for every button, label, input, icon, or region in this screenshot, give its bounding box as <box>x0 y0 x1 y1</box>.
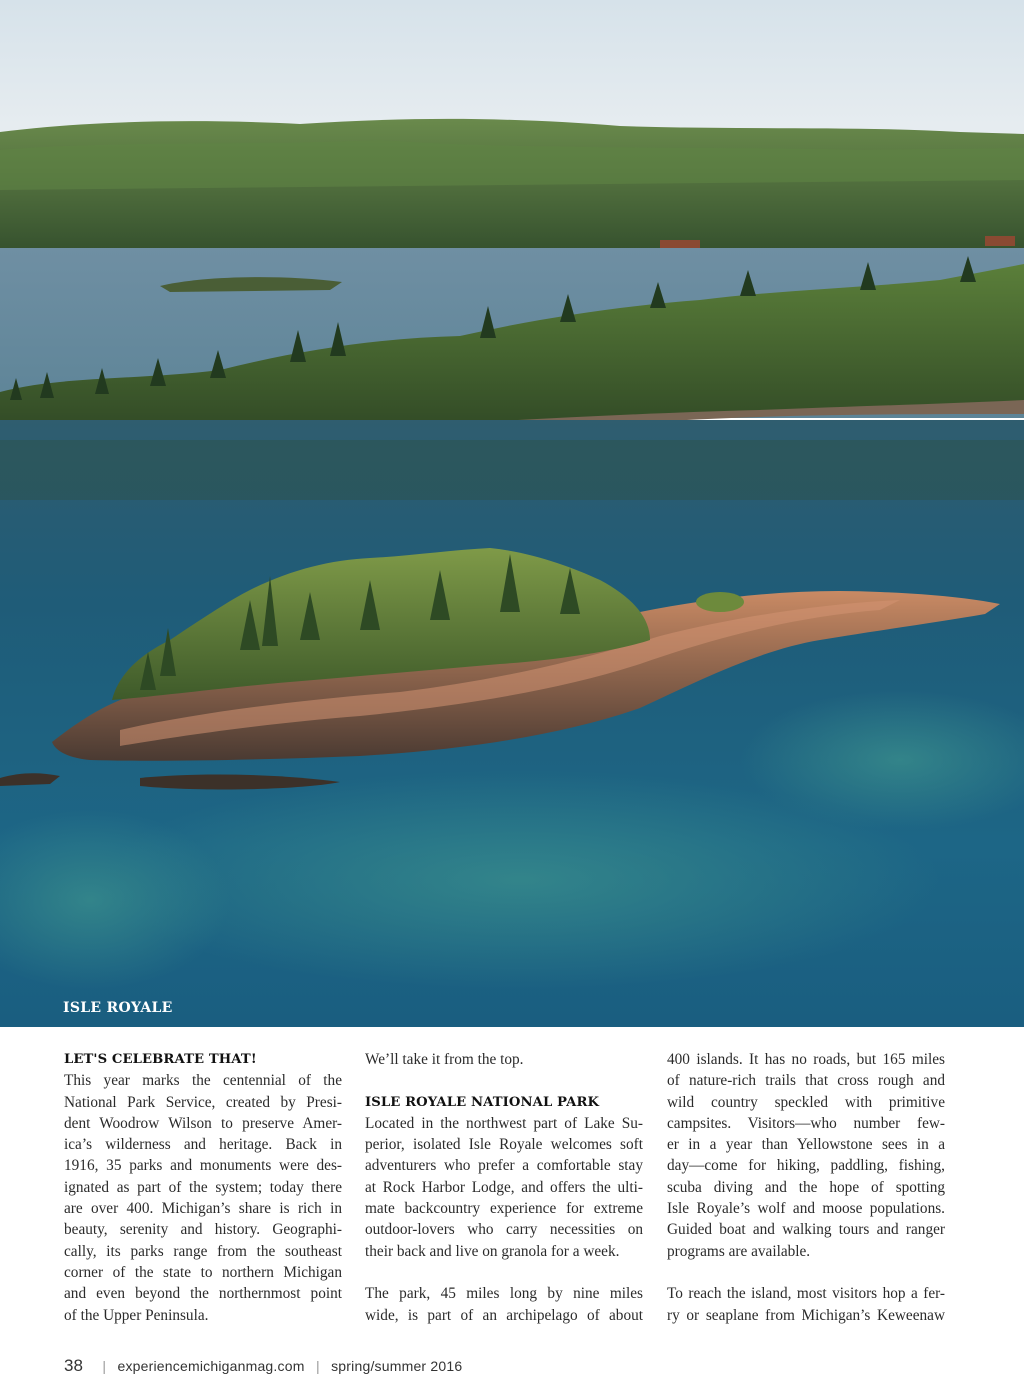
footer-divider: | <box>316 1358 320 1374</box>
section-heading: LET'S CELEBRATE THAT! <box>64 1052 257 1067</box>
body-line: programs are available. <box>667 1242 811 1260</box>
section-heading: ISLE ROYALE NATIONAL PARK <box>365 1094 600 1110</box>
footer-divider: | <box>102 1358 107 1374</box>
body-line: beauty, serenity and history. Geographi- <box>64 1221 342 1239</box>
article-column-3 <box>667 1049 945 1326</box>
body-line: of nature-rich trails that cross rough and <box>667 1072 945 1090</box>
paragraph-gap <box>667 1262 945 1283</box>
body-line: campsites. Visitors—who number few- <box>667 1114 945 1132</box>
intro-line: We’ll take it from the top. <box>365 1051 524 1068</box>
body-line: National Park Service, created by Presi- <box>64 1093 342 1111</box>
body-line: day—come for hiking, paddling, fishing, <box>667 1157 945 1175</box>
issue-label: spring/summer 2016 <box>331 1358 463 1374</box>
body-line: Isle Royale’s wolf and moose populations. <box>667 1200 945 1218</box>
body-line: at Rock Harbor Lodge, and offers the ulti- <box>365 1178 643 1196</box>
body-line: wild country speckled with primitive <box>667 1093 945 1111</box>
body-line: outdoor-lovers who carry necessities on <box>365 1221 643 1239</box>
website-link[interactable]: experiencemichiganmag.com <box>117 1358 305 1374</box>
body-line: adventurers who prefer a comfortable stay <box>365 1157 643 1175</box>
body-line: perior, isolated Isle Royale welcomes soft <box>365 1136 643 1154</box>
body-line: are over 400. Michigan’s share is rich in <box>64 1200 342 1218</box>
body-line: mate backcountry experience for extreme <box>365 1200 643 1218</box>
body-line: of the Upper Peninsula. <box>64 1306 209 1324</box>
article-column-2 <box>365 1049 643 1326</box>
body-line: The park, 45 miles long by nine miles <box>365 1285 643 1303</box>
body-line: wide, is part of an archipelago of about <box>365 1306 643 1324</box>
paragraph-gap <box>365 1070 643 1091</box>
body-line: ignated as part of the system; today there <box>64 1178 342 1196</box>
body-line: scuba diving and the hope of spotting <box>667 1178 945 1196</box>
photo-caption: ISLE ROYALE <box>63 1000 173 1016</box>
body-line: corner of the state to northern Michigan <box>64 1263 342 1281</box>
body-line: To reach the island, most visitors hop a fer- <box>667 1285 945 1303</box>
body-line: Guided boat and walking tours and ranger <box>667 1221 945 1239</box>
page-number: 38 <box>64 1356 83 1375</box>
page-footer <box>64 1356 462 1376</box>
body-line: This year marks the centennial of the <box>64 1072 342 1090</box>
body-line: Located in the northwest part of Lake Su- <box>365 1114 643 1132</box>
body-line: ica’s wilderness and heritage. Back in <box>64 1136 342 1154</box>
body-line: cally, its parks range from the southeast <box>64 1242 342 1260</box>
body-line: 400 islands. It has no roads, but 165 miles <box>667 1051 945 1068</box>
body-line: and even beyond the northernmost point <box>64 1285 342 1303</box>
body-line: ry or seaplane from Michigan’s Keweenaw <box>667 1306 945 1324</box>
paragraph-gap <box>365 1262 643 1283</box>
body-line: 1916, 35 parks and monuments were des- <box>64 1157 342 1175</box>
body-line: er in a year than Yellowstone sees in a <box>667 1136 945 1154</box>
body-line: dent Woodrow Wilson to preserve Amer- <box>64 1114 342 1132</box>
body-line: their back and live on granola for a week. <box>365 1242 620 1260</box>
article-column-1 <box>64 1049 342 1326</box>
